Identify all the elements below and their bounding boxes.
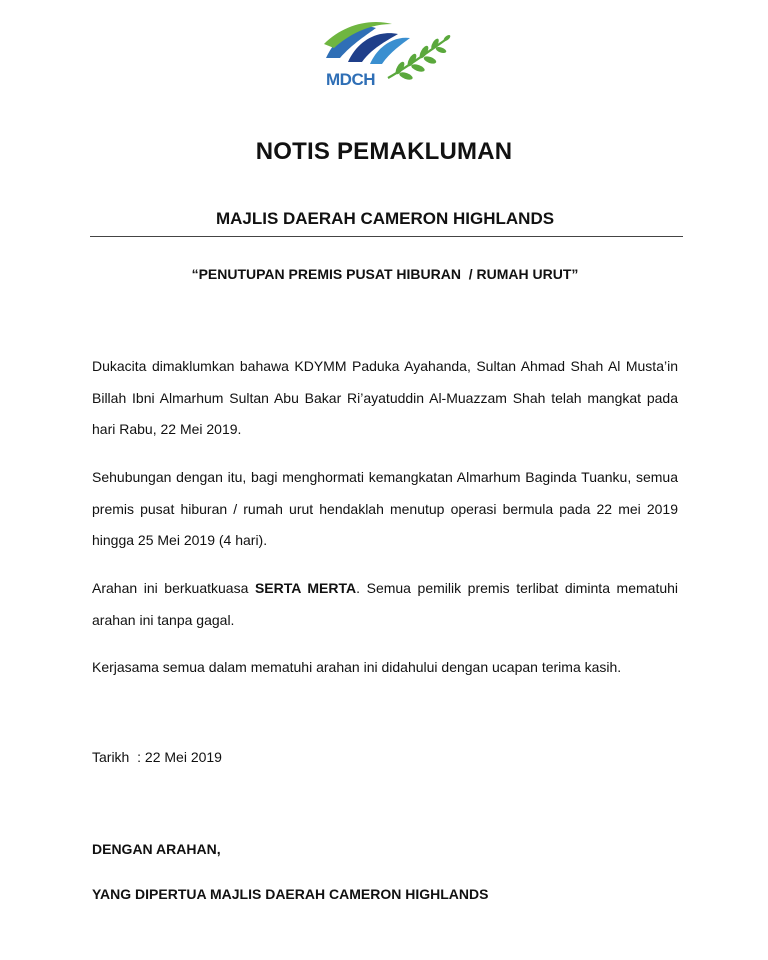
- mdch-logo: [318, 18, 454, 94]
- organization-name: MAJLIS DAERAH CAMERON HIGHLANDS: [215, 209, 555, 228]
- header-divider: [90, 236, 683, 237]
- signature-line-2: YANG DIPERTUA MAJLIS DAERAH CAMERON HIGHLANDS: [92, 886, 489, 902]
- notice-title: NOTIS PEMAKLUMAN: [255, 138, 513, 165]
- paragraph-closure-order: Sehubungan dengan itu, bagi menghormati kemangkatan Almarhum Baginda Tuanku, semua premis pusat hiburan / rumah urut hendaklah menutup operasi bermula pada 22 mei 2019 hingga 25 Mei 2019 (4 hari).: [92, 469, 678, 548]
- paragraph-announcement: Dukacita dimaklumkan bahawa KDYMM Paduka Ayahanda, Sultan Ahmad Shah Al Musta’in Billah Ibni Almarhum Sultan Abu Bakar Ri’ayatuddin Al-Muazzam Shah telah mangkat pada hari Rabu, 22 Mei 2019.: [92, 358, 678, 437]
- paragraph-effective-emphasis: SERTA MERTA: [254, 580, 357, 596]
- signature-line-1: DENGAN ARAHAN,: [92, 841, 221, 857]
- paragraph-effective: [92, 573, 678, 636]
- paragraph-effective-rest: . Semua pemilik premis terlibat diminta mematuhi arahan ini tanpa gagal.: [92, 580, 679, 628]
- paragraph-effective-lead: Arahan ini berkuatkuasa: [92, 580, 255, 596]
- logo-text: MDCH: [326, 70, 375, 89]
- notice-date: Tarikh : 22 Mei 2019: [92, 749, 222, 765]
- paragraph-thanks: Kerjasama semua dalam mematuhi arahan ini didahului dengan ucapan terima kasih.: [92, 659, 622, 675]
- notice-subject: “PENUTUPAN PREMIS PUSAT HIBURAN / RUMAH URUT”: [191, 266, 579, 282]
